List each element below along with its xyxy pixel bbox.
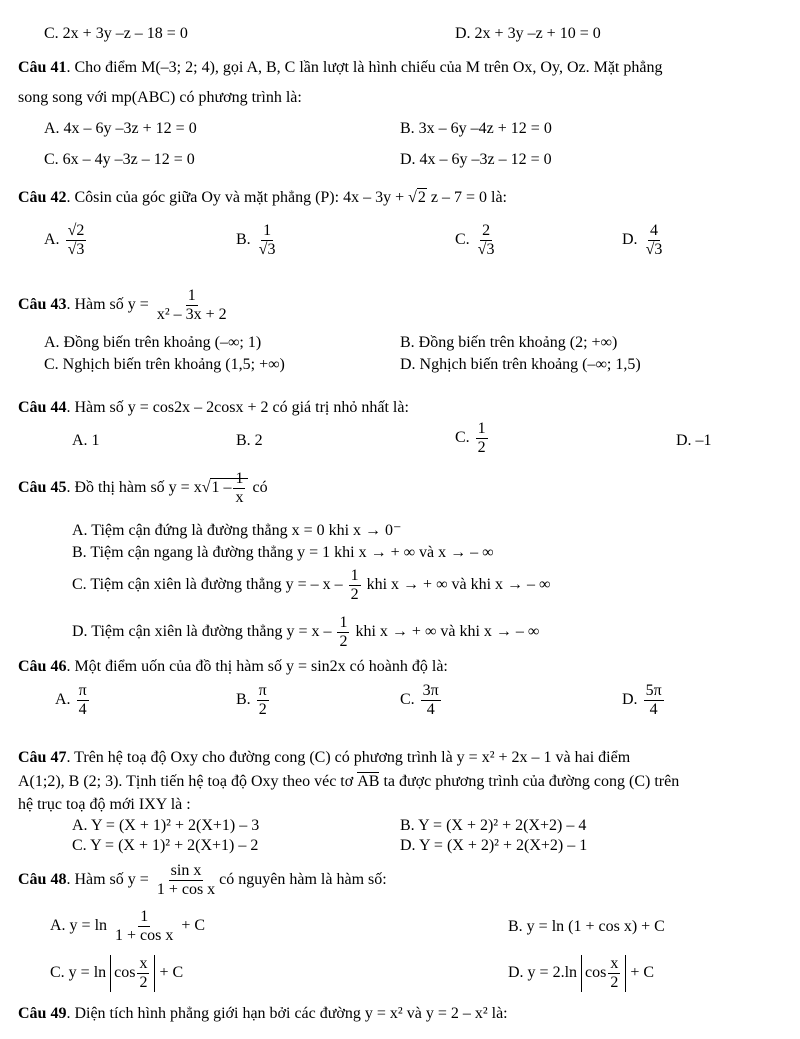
option-48a: A. y = ln $\frac{1}{\text{1 + cos x}}$ + C: [50, 908, 206, 944]
question-42: [18, 188, 507, 208]
question-text: . Hàm số y = cos2x – 2cosx + 2 có giá trị nhỏ nhất là:: [66, 399, 409, 416]
fraction: $\frac{\text{sin x}}{\text{1 + cos x}}$: [156, 862, 216, 898]
option-46b: B. $\frac{\pi}{2}$: [236, 682, 267, 718]
vector-ab: AB: [357, 773, 380, 790]
sqrt-expression: √2: [408, 189, 426, 206]
question-text-end: z – 7 = 0 là:: [430, 189, 507, 206]
question-48: [18, 862, 387, 899]
question-label: Câu 47: [18, 749, 67, 766]
question-44: [18, 398, 409, 418]
option-42c: C. $\frac{2}{√3}$: [455, 222, 495, 258]
option-47a: A. Y = (X + 1)² + 2(X+1) – 3: [72, 817, 260, 834]
question-text: . Hàm số y =: [66, 296, 149, 314]
option-43a: A. Đồng biến trên khoảng (–∞; 1): [44, 334, 262, 351]
question-label: Câu 46: [18, 658, 67, 675]
option-41d: D. 4x – 6y –3z – 12 = 0: [400, 151, 552, 168]
question-text: . Trên hệ toạ độ Oxy cho đường cong (C) có phương trình là y = x² + 2x – 1 và hai điểm: [66, 749, 631, 766]
question-text: . Cho điểm M(–3; 2; 4), gọi A, B, C lần lượt là hình chiếu của M trên Ox, Oy, Oz. Mặt phẳng: [66, 59, 663, 76]
option-45d: D. Tiệm cận xiên là đường thẳng y = x – $\frac{1}{2}$ khi x → + ∞ và khi x → – ∞: [72, 614, 540, 650]
option-43c: C. Nghịch biến trên khoảng (1,5; +∞): [44, 356, 285, 373]
question-text: . Một điểm uốn của đồ thị hàm số y = sin2x có hoành độ là:: [66, 658, 448, 675]
option-41a: A. 4x – 6y –3z + 12 = 0: [44, 120, 197, 137]
option-45c: C. Tiệm cận xiên là đường thẳng y = – x – $\frac{1}{2}$ khi x → + ∞ và khi x → – ∞: [72, 567, 551, 603]
option-42b: B. $\frac{1}{√3}$: [236, 222, 276, 258]
option-44a: A. 1: [72, 432, 100, 449]
question-label: Câu 43: [18, 296, 67, 314]
option-47b: B. Y = (X + 2)² + 2(X+2) – 4: [400, 817, 587, 834]
option-46d: D. $\frac{5\pi}{4}$: [622, 682, 662, 718]
question-47-cont: A(1;2), B (2; 3). Tịnh tiến hệ toạ độ Oxy theo véc tơ AB ta được phương trình của đường cong (C) trên: [18, 773, 680, 790]
option-44d: D. –1: [676, 432, 712, 449]
option-45b: B. Tiệm cận ngang là đường thẳng y = 1 khi x → + ∞ và x → – ∞: [72, 544, 494, 561]
fraction: $\frac{1}{\text{x² – 3x + 2}}$: [156, 287, 227, 323]
question-49: [18, 1004, 508, 1024]
option-43d: D. Nghịch biến trên khoảng (–∞; 1,5): [400, 356, 641, 373]
option-44c: C. $\frac{1}{2}$: [455, 420, 486, 456]
option-46c: C. $\frac{3\pi}{4}$: [400, 682, 439, 718]
question-label: Câu 41: [18, 59, 67, 76]
option-42a: A. $\frac{√2}{√3}$: [44, 222, 85, 258]
option-47d: D. Y = (X + 2)² + 2(X+2) – 1: [400, 837, 588, 854]
question-text: . Diện tích hình phẳng giới hạn bởi các đường y = x² và y = 2 – x² là:: [66, 1005, 508, 1022]
sqrt-expression: √1 – $\frac{1}{x}$: [202, 470, 249, 507]
question-text-end: có: [252, 479, 268, 497]
option-46a: A. $\frac{\pi}{4}$: [55, 682, 87, 718]
question-41: [18, 58, 662, 78]
option-43b: B. Đồng biến trên khoảng (2; +∞): [400, 334, 618, 351]
option-47c: C. Y = (X + 1)² + 2(X+1) – 2: [72, 837, 259, 854]
question-41-cont: song song với mp(ABC) có phương trình là:: [18, 89, 302, 106]
option-48c: C. y = ln cos $\frac{x}{2}$ + C: [50, 955, 184, 991]
question-label: Câu 49: [18, 1005, 67, 1022]
question-45: [18, 470, 268, 507]
question-label: Câu 45: [18, 479, 67, 497]
question-text-end: có nguyên hàm là hàm số:: [219, 871, 387, 889]
question-label: Câu 48: [18, 871, 67, 889]
option-40d: D. 2x + 3y –z + 10 = 0: [455, 25, 601, 42]
option-48b: B. y = ln (1 + cos x) + C: [508, 918, 665, 935]
question-text: . Hàm số y =: [66, 871, 149, 889]
option-48d: D. y = 2.ln cos $\frac{x}{2}$ + C: [508, 955, 655, 991]
question-label: Câu 42: [18, 189, 67, 206]
question-text: . Đồ thị hàm số y = x: [66, 479, 202, 497]
option-41b: B. 3x – 6y –4z + 12 = 0: [400, 120, 552, 137]
question-43: [18, 287, 231, 324]
question-47-cont2: hệ trục toạ độ mới IXY là :: [18, 796, 191, 813]
question-46: [18, 657, 448, 677]
option-40c: C. 2x + 3y –z – 18 = 0: [44, 25, 188, 42]
option-45a: A. Tiệm cận đứng là đường thẳng x = 0 khi x → 0⁻: [72, 522, 402, 539]
question-label: Câu 44: [18, 399, 67, 416]
option-44b: B. 2: [236, 432, 263, 449]
question-47: [18, 748, 788, 768]
option-41c: C. 6x – 4y –3z – 12 = 0: [44, 151, 195, 168]
question-text: . Côsin của góc giữa Oy và mặt phẳng (P): 4x – 3y +: [66, 189, 405, 206]
option-42d: D. $\frac{4}{√3}$: [622, 222, 663, 258]
